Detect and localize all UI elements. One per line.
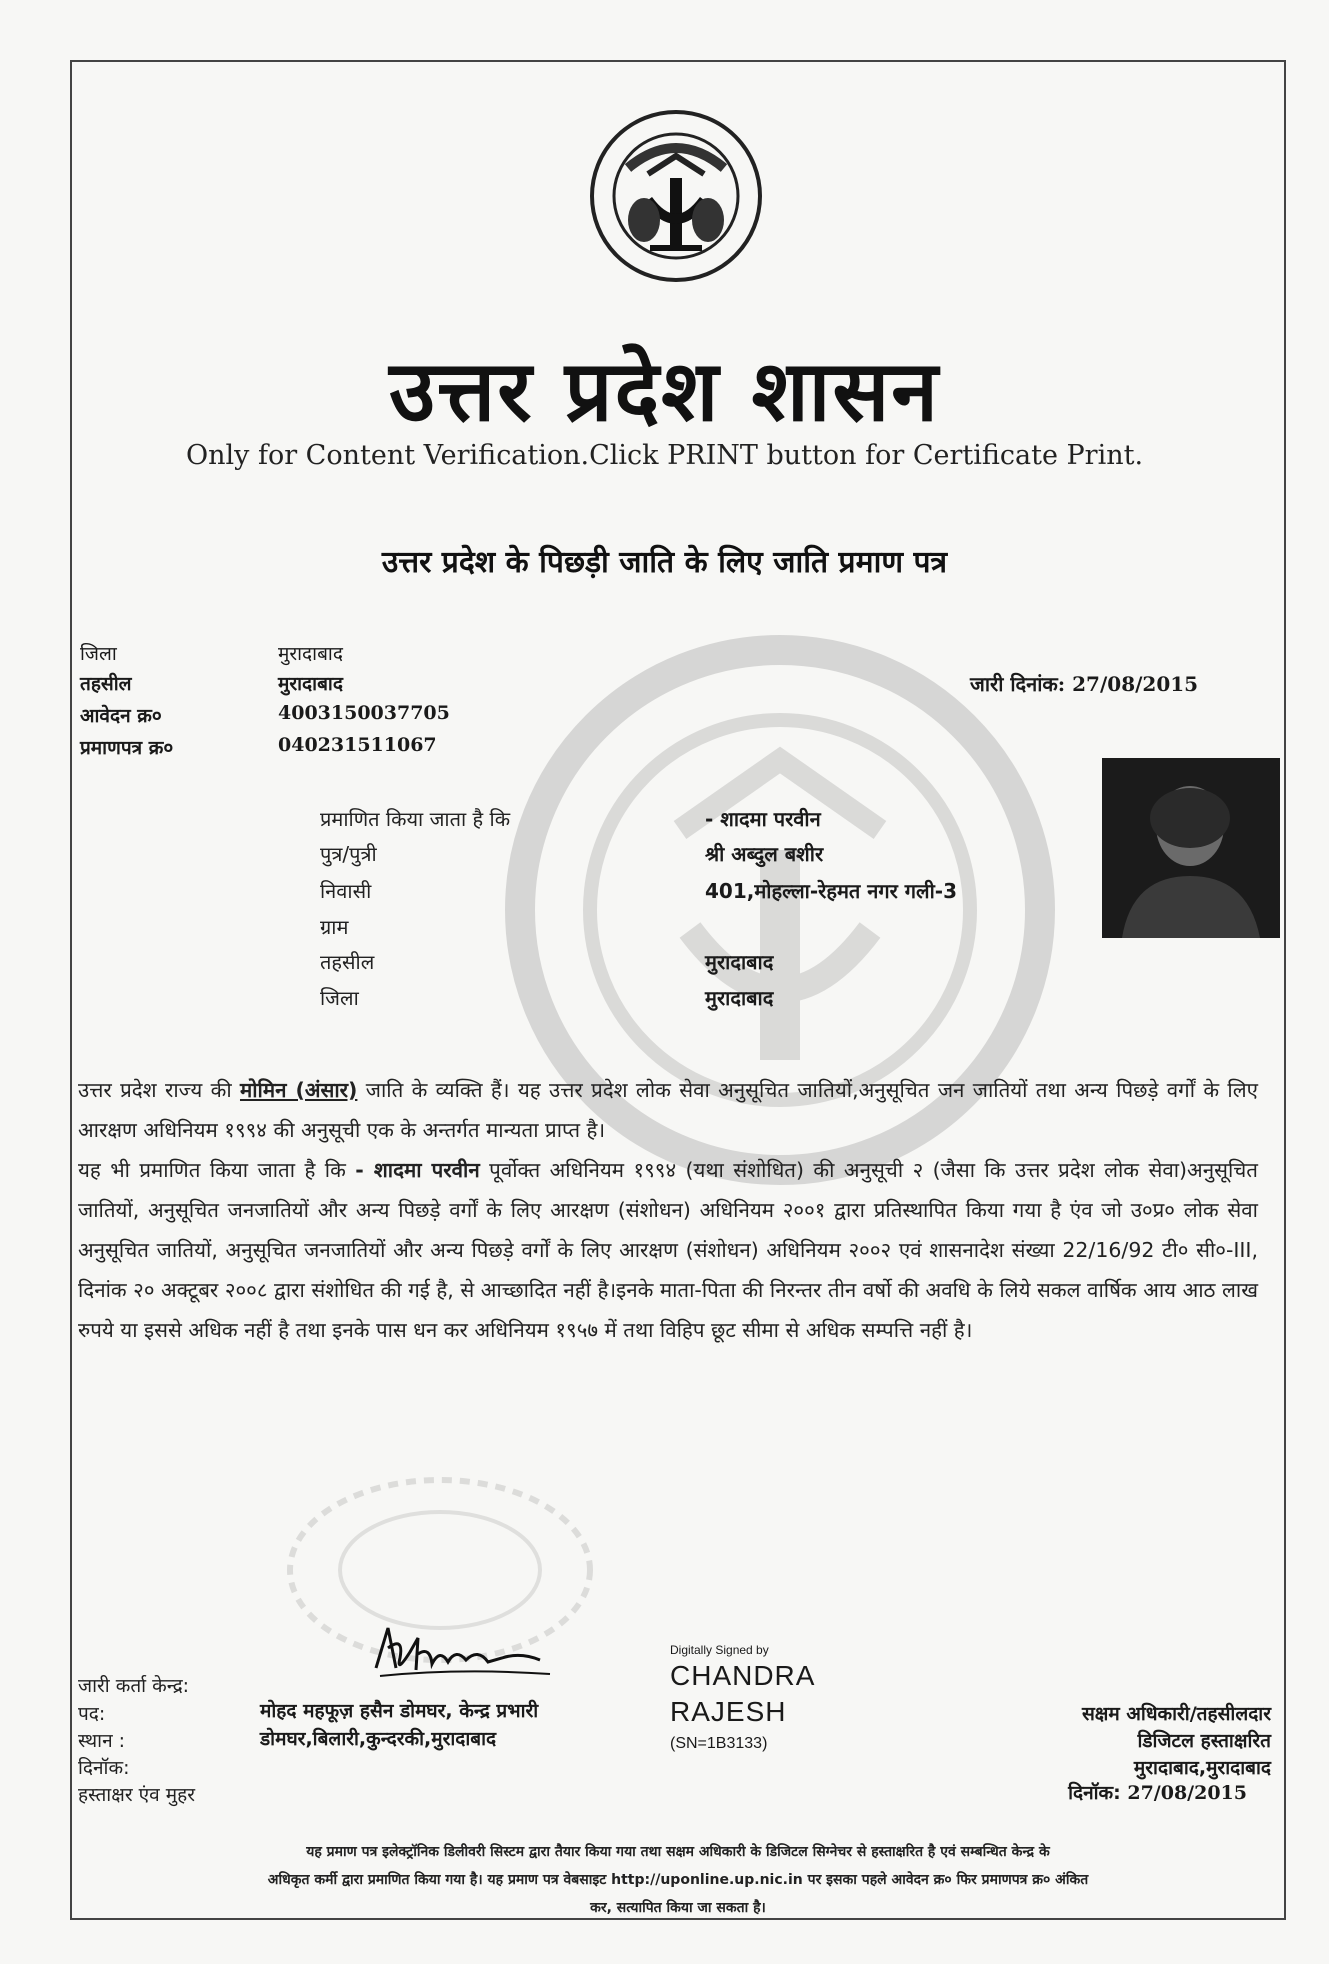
tehsil-value: मुरादाबाद [278, 673, 343, 695]
district-value: मुरादाबाद [278, 643, 343, 665]
issuing-centre-label: जारी कर्ता केन्द्र: [78, 1675, 190, 1697]
applicant-name: - शादमा परवीन [705, 807, 821, 831]
officer-digital-signed: डिजिटल हस्ताक्षरित [1137, 1730, 1271, 1752]
tehsil-label: तहसील [80, 673, 132, 695]
place-label: स्थान : [78, 1730, 126, 1752]
caste-name: मोमिन (अंसार) [239, 1078, 358, 1102]
officer-date-label: दिनॉक: [1068, 1782, 1121, 1804]
footer-line-2: अधिकृत कर्मी द्वारा प्रमाणित किया गया है। यह प्रमाण पत्र वेबसाइट http://uponline.up.nic.in पर इसका पहले आवेदन क्र० फिर प्रमाणपत्र क्र० अंकित [267, 1872, 1089, 1888]
resident-address: 401,मोहल्ला-रेहमत नगर गली-3 [705, 879, 958, 903]
officer-date-value: 27/08/2015 [1127, 1782, 1247, 1804]
body-applicant-name: - शादमा परवीन [355, 1158, 480, 1182]
digital-signer-last-name: RAJESH [670, 1696, 787, 1727]
footer-line-1: यह प्रमाण पत्र इलेक्ट्रॉनिक डिलीवरी सिस्टम द्वारा तैयार किया गया तथा सक्षम अधिकारी के डिजिटल सिग्नेचर से हस्ताक्षरित है एवं सम्बन्धित केन्द्र के [306, 1844, 1050, 1860]
issue-date [970, 670, 1198, 697]
officer-location: मुरादाबाद,मुरादाबाद [1133, 1757, 1271, 1779]
issuer-name: मोहद महफूज़ हसैन डोमघर, केन्द्र प्रभारी [260, 1700, 539, 1722]
state-emblem-icon [588, 108, 764, 284]
district-label: जिला [80, 643, 117, 665]
date-label: दिनॉक: [78, 1757, 130, 1779]
details-tehsil-label: तहसील [320, 950, 375, 974]
application-number-label: आवेदन क्र० [80, 705, 162, 727]
village-label: ग्राम [320, 915, 349, 939]
digital-signature-caption: Digitally Signed by [670, 1643, 769, 1657]
certified-label: प्रमाणित किया जाता है कि [320, 807, 511, 831]
parent-name: श्री अब्दुल बशीर [705, 842, 824, 866]
issue-date-value: 27/08/2015 [1072, 672, 1199, 696]
post-label: पद: [78, 1703, 106, 1725]
certificate-number-value: 040231511067 [278, 734, 437, 756]
certificate-title: उत्तर प्रदेश शासन [389, 342, 940, 440]
certificate-footer [82, 1838, 1274, 1922]
certificate-subtitle: उत्तर प्रदेश के पिछड़ी जाति के लिए जाति प्रमाण पत्र [381, 545, 948, 580]
body-paragraph-2: यह भी प्रमाणित किया जाता है कि - शादमा परवीन पूर्वोक्त अधिनियम १९९४ (यथा संशोधित) की अनुसूची २ (जैसा कि उत्तर प्रदेश लोक सेवा)अनुसूचित जातियों, अनुसूचित जनजातियों और अन्य पिछड़े वर्गों के लिए आरक्षण (संशोधन) अधिनियम २००१ द्वारा प्रतिस्थापित किया गया है एंव जो उ०प्र० लोक सेवा अनुसूचित जातियों, अनुसूचित जनजातियों और अन्य पिछड़े वर्गों के लिए आरक्षण (संशोधन) अधिनियम २००२ एवं शासनादेश संख्या 22/16/92 टी० सी०-III, दिनांक २० अक्टूबर २००८ द्वारा संशोधित की गई है, से आच्छादित नहीं है।इनके माता-पिता की निरन्तर तीन वर्षो की अवधि के लिये सकल वार्षिक आय आठ लाख रुपये या इससे अधिक नहीं है तथा इनके पास धन कर अधिनियम १९५७ में तथा विहिप छूट सीमा से अधिक सम्पत्ति नहीं है। [78, 1158, 1258, 1342]
relation-label: पुत्र/पुत्री [320, 842, 377, 866]
details-tehsil-value: मुरादाबाद [705, 950, 774, 974]
issue-date-label: जारी दिनांक: [970, 672, 1066, 696]
footer-line-3: कर, सत्यापित किया जा सकता है। [590, 1900, 766, 1916]
verification-notice: Only for Content Verification.Click PRINT button for Certificate Print. [185, 440, 1144, 471]
body-paragraph-1: उत्तर प्रदेश राज्य की मोमिन (अंसार) जाति के व्यक्ति हैं। यह उत्तर प्रदेश लोक सेवा अनुसूचित जातियों,अनुसूचित जन जातियों तथा अन्य पिछड़े वर्गों के लिए आरक्षण अधिनियम १९९४ की अनुसूची एक के अन्तर्गत मान्यता प्राप्त है। [78, 1078, 1258, 1142]
person-silhouette-icon [1102, 758, 1280, 938]
certificate-body [78, 1070, 1258, 1350]
signature-scribble-icon [370, 1618, 560, 1688]
applicant-photo [1102, 758, 1280, 938]
digital-signature-serial: (SN=1B3133) [670, 1735, 768, 1752]
application-number-value: 4003150037705 [278, 702, 450, 724]
officer-title: सक्षम अधिकारी/तहसीलदार [1081, 1703, 1271, 1725]
sign-seal-label: हस्ताक्षर एंव मुहर [78, 1784, 195, 1806]
certificate-number-label: प्रमाणपत्र क्र० [80, 737, 174, 759]
details-district-value: मुरादाबाद [705, 986, 774, 1010]
officer-date [1068, 1779, 1247, 1805]
details-district-label: जिला [320, 986, 359, 1010]
issuer-place: डोमघर,बिलारी,कुन्दरकी,मुरादाबाद [260, 1728, 497, 1750]
digital-signer-first-name: CHANDRA [670, 1660, 816, 1691]
resident-label: निवासी [320, 879, 372, 903]
